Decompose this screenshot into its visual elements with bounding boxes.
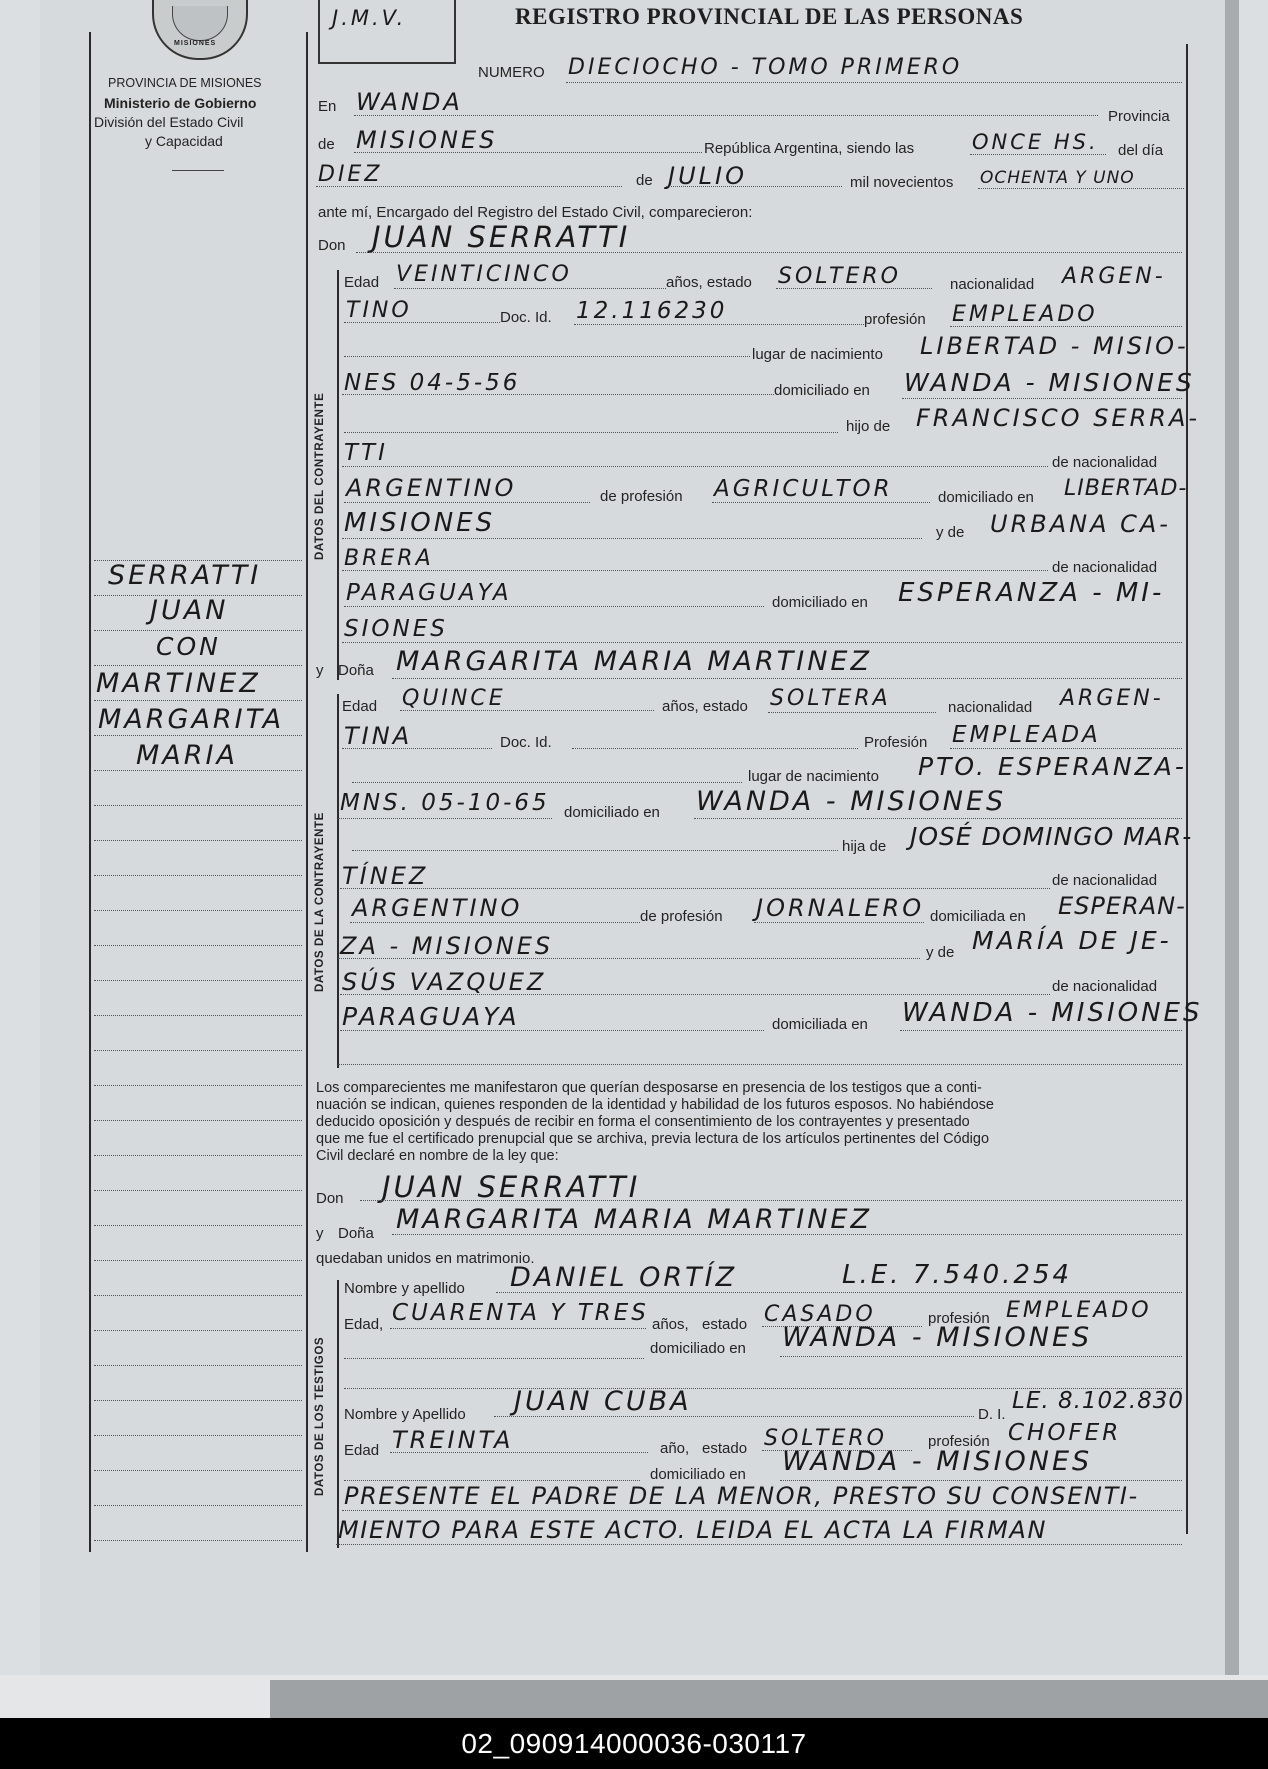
dots-en <box>354 115 1098 116</box>
value-c-lugar2: NES 04-5-56 <box>344 370 521 396</box>
label-c-madre-dom: domiciliado en <box>772 594 868 611</box>
value-c-nac1: ARGEN- <box>1062 264 1166 289</box>
margin-ruled-line <box>94 1015 302 1016</box>
value-f-madre-dom: WANDA - MISIONES <box>902 998 1203 1028</box>
body-line-3: deducido oposición y después de recibir en forma el consentimiento de los contrayentes y presentado <box>316 1114 970 1130</box>
margin-name-2: MARGARITA <box>98 704 285 735</box>
margin-ruled-line <box>94 1365 302 1366</box>
dots-c-padre-prof <box>712 502 930 503</box>
value-f-prof: EMPLEADA <box>952 722 1101 748</box>
value-en: WANDA <box>356 88 463 116</box>
value-numero: DIECIOCHO - TOMO PRIMERO <box>568 55 963 80</box>
label-provincia: Provincia <box>1108 108 1170 125</box>
initials-text: J.M.V. <box>332 6 407 30</box>
seal-shield <box>172 6 228 41</box>
dots-t2-nombre <box>494 1416 974 1417</box>
value-c-madre-dom2: SIONES <box>344 616 448 642</box>
value-hora: ONCE HS. <box>972 130 1099 154</box>
dots-f-padre2 <box>340 888 1050 889</box>
value-t2-doc: LE. 8.102.830 <box>1012 1388 1185 1414</box>
label-t1-profesion: profesión <box>928 1310 990 1327</box>
label-c-dom: domiciliado en <box>774 382 870 399</box>
dots-t1-dom-pre <box>344 1358 644 1359</box>
value-ano: OCHENTA Y UNO <box>980 168 1135 188</box>
margin-ruled-line <box>94 700 302 701</box>
label-c-hijo: hijo de <box>846 418 891 435</box>
dots-f-padre-dom2 <box>338 958 920 959</box>
dots-t1-nombre <box>496 1292 1182 1293</box>
dots-c-nac2 <box>344 322 500 323</box>
value-f-lugar2: MNS. 05-10-65 <box>340 790 550 816</box>
margin-ruled-line <box>94 735 302 736</box>
value-don-2: JUAN SERRATTI <box>382 1170 641 1204</box>
dots-numero <box>566 82 1182 83</box>
agency-line-3: División del Estado Civil <box>94 114 244 130</box>
dots-c-lugar-pre <box>344 356 750 357</box>
label-f-nacionalidad: nacionalidad <box>948 699 1033 716</box>
dots-f-madre2 <box>340 994 1050 995</box>
label-t2-profesion: profesión <box>928 1433 990 1450</box>
dots-f-prof <box>950 748 1182 749</box>
page-title: REGISTRO PROVINCIAL DE LAS PERSONAS <box>515 4 1024 29</box>
dots-ano <box>978 188 1184 189</box>
value-f-padre-nac: ARGENTINO <box>352 894 523 922</box>
left-frame <box>89 32 91 1552</box>
scan-caption: 02_090914000036-030117 <box>0 1718 1268 1769</box>
value-c-padre2: TTI <box>344 440 388 466</box>
margin-ruled-line <box>94 1470 302 1471</box>
label-don-2: Don <box>316 1190 344 1207</box>
value-f-nac2: TINA <box>344 722 413 750</box>
label-y-2: y <box>316 1225 324 1242</box>
initials-box <box>318 0 456 64</box>
margin-ruled-line <box>94 1400 302 1401</box>
value-f-dom: WANDA - MISIONES <box>696 786 1007 817</box>
label-c-anos-estado: años, estado <box>666 274 752 291</box>
dots-don-2 <box>360 1200 1182 1201</box>
label-mil: mil novecientos <box>850 174 954 191</box>
label-f-padre-nac: de nacionalidad <box>1052 872 1158 889</box>
value-f-padre1: JOSÉ DOMINGO MAR- <box>910 822 1193 851</box>
dots-de <box>354 152 702 153</box>
value-f-nac1: ARGEN- <box>1060 686 1164 711</box>
margin-divider <box>306 32 308 1552</box>
value-c-madre1: URBANA CA- <box>990 510 1171 538</box>
value-dona: MARGARITA MARIA MARTINEZ <box>396 646 872 677</box>
margin-ruled-line <box>94 875 302 876</box>
value-c-padre-nac: ARGENTINO <box>346 474 517 502</box>
label-f-y-de: y de <box>926 944 955 961</box>
value-f-edad: QUINCE <box>402 686 506 711</box>
label-del-dia: del día <box>1118 142 1164 159</box>
dots-c-madre-dom2 <box>342 642 1182 643</box>
label-c-nacionalidad: nacionalidad <box>950 276 1035 293</box>
margin-ruled-line <box>94 1435 302 1436</box>
margin-con: CON <box>156 632 221 661</box>
margin-ruled-line <box>94 805 302 806</box>
margin-surname-2: MARTINEZ <box>96 668 261 699</box>
value-f-padre-dom1: ESPERAN- <box>1058 892 1186 920</box>
value-c-padre-dom1: LIBERTAD- <box>1064 476 1188 501</box>
label-c-padre-prof: de profesión <box>600 488 683 505</box>
dots-c-padre-nac <box>344 502 590 503</box>
label-c-profesion: profesión <box>864 311 926 328</box>
label-f-madre-dom: domiciliada en <box>772 1016 868 1033</box>
contrayente-bracket <box>337 270 339 680</box>
dots-dia <box>316 186 622 187</box>
dots-f-doc <box>572 748 858 749</box>
dots-f-dom <box>694 818 1182 819</box>
value-t2-prof: CHOFER <box>1008 1420 1122 1446</box>
dots-note-2 <box>336 1544 1182 1545</box>
dots-c-prof <box>950 326 1182 327</box>
dots-f-lugar-pre <box>352 782 742 783</box>
value-c-prof: EMPLEADO <box>952 302 1098 327</box>
margin-ruled-line <box>94 1505 302 1506</box>
dots-mes <box>666 186 842 187</box>
label-don: Don <box>318 237 346 254</box>
right-frame <box>1186 44 1188 1534</box>
label-de: de <box>318 136 335 153</box>
body-line-1: Los comparecientes me manifestaron que querían desposarse en presencia de los testigos que a conti- <box>316 1080 982 1096</box>
agency-line-2: Ministerio de Gobierno <box>104 95 257 111</box>
body-line-2: nuación se indican, quienes responden de la identidad y habilidad de los futuros esposos. No habiéndose <box>316 1097 994 1113</box>
dots-t2-dom-pre <box>344 1480 640 1481</box>
note-line-1: PRESENTE EL PADRE DE LA MENOR, PRESTO SU CONSENTI- <box>344 1482 1139 1510</box>
value-dia: DIEZ <box>318 162 383 187</box>
value-c-dom: WANDA - MISIONES <box>904 368 1195 397</box>
dots-c-madre2 <box>342 570 1048 571</box>
value-t2-edad: TREINTA <box>392 1426 514 1454</box>
value-t1-estado: CASADO <box>764 1302 876 1327</box>
dots-c-madre-nac <box>344 606 764 607</box>
label-t1-edad: Edad, <box>344 1316 384 1333</box>
label-t2-edad: Edad <box>344 1442 380 1459</box>
label-f-hija: hija de <box>842 838 887 855</box>
dots-c-padre2 <box>342 466 1048 467</box>
label-t2-ano: año, <box>660 1440 690 1457</box>
dots-note-1 <box>342 1510 1182 1511</box>
value-mes: JULIO <box>668 162 747 190</box>
label-c-padre-dom: domiciliado en <box>938 489 1034 506</box>
margin-ruled-line <box>94 840 302 841</box>
margin-ruled-line <box>94 1260 302 1261</box>
label-t1-nombre: Nombre y apellido <box>344 1280 465 1297</box>
dots-t2-dom <box>780 1480 1182 1481</box>
agency-line-4: y Capacidad <box>145 133 223 149</box>
value-f-estado: SOLTERA <box>770 686 891 711</box>
margin-name: JUAN <box>150 595 229 626</box>
label-c-y-de: y de <box>936 524 965 541</box>
dots-t2-edad <box>390 1452 648 1453</box>
value-f-madre2: SÚS VAZQUEZ <box>342 968 547 996</box>
agency-rule <box>172 170 224 171</box>
page-edge <box>1225 0 1239 1680</box>
dots-don <box>356 252 1182 253</box>
dots-f-estado <box>768 712 936 713</box>
body-line-5: Civil declaré en nombre de la ley que: <box>316 1148 559 1164</box>
label-c-madre-nac: de nacionalidad <box>1052 559 1158 576</box>
label-republica: República Argentina, siendo las <box>704 140 915 157</box>
value-f-padre-prof: JORNALERO <box>756 894 925 922</box>
margin-ruled-line <box>94 910 302 911</box>
label-t2-estado: estado <box>702 1440 748 1457</box>
label-t1-anos: años, <box>652 1316 689 1333</box>
label-dona-2: Doña <box>338 1225 374 1242</box>
dots-c-lugar2 <box>342 394 774 395</box>
side-label-contrayente: DATOS DEL CONTRAYENTE <box>314 392 326 560</box>
dots-f-madre-nac <box>340 1030 764 1031</box>
value-don: JUAN SERRATTI <box>372 220 631 254</box>
value-f-padre-dom2: ZA - MISIONES <box>340 932 554 960</box>
label-c-padre-nac: de nacionalidad <box>1052 454 1158 471</box>
label-f-dom: domiciliado en <box>564 804 660 821</box>
margin-ruled-line <box>94 630 302 631</box>
dots-c-edad <box>394 288 666 289</box>
label-numero: NUMERO <box>478 64 545 81</box>
value-c-madre-nac: PARAGUAYA <box>346 580 512 606</box>
label-de-mes: de <box>636 172 653 189</box>
margin-ruled-line <box>94 1190 302 1191</box>
dots-f-padre-nac <box>350 922 640 923</box>
dots-dona-2 <box>392 1234 1182 1235</box>
side-label-contrayenta: DATOS DE LA CONTRAYENTE <box>314 812 326 992</box>
value-t2-estado: SOLTERO <box>764 1426 887 1451</box>
margin-surname: SERRATTI <box>108 560 262 591</box>
label-dona: Doña <box>338 662 374 679</box>
margin-ruled-line <box>94 945 302 946</box>
value-t1-edad: CUARENTA Y TRES <box>392 1300 649 1326</box>
dots-t1-dom <box>780 1356 1182 1357</box>
margin-ruled-line <box>94 1225 302 1226</box>
value-f-madre1: MARÍA DE JE- <box>972 926 1172 955</box>
contrayenta-bracket <box>337 694 339 1068</box>
dots-c-hijo-pre <box>344 432 838 433</box>
value-t1-dom: WANDA - MISIONES <box>782 1322 1093 1353</box>
scan-shadow <box>270 1680 1268 1718</box>
dots-dona <box>392 678 1182 679</box>
dots-c-estado <box>776 288 932 289</box>
dots-f-lugar2 <box>338 818 552 819</box>
margin-ruled-line <box>94 1050 302 1051</box>
value-c-lugar1: LIBERTAD - MISIO- <box>920 332 1189 360</box>
dots-f-nac2 <box>342 748 492 749</box>
value-t2-nombre: JUAN CUBA <box>514 1386 692 1417</box>
body-line-4: que me fue el certificado prenupcial que se archiva, previa lectura de los artículos pertinentes del Código <box>316 1131 990 1147</box>
value-c-padre1: FRANCISCO SERRA- <box>916 404 1201 432</box>
value-c-doc: 12.116230 <box>576 298 728 324</box>
dots-f-hija-pre <box>352 850 838 851</box>
value-t1-doc: L.E. 7.540.254 <box>842 1260 1073 1290</box>
margin-name-3: MARIA <box>136 740 238 771</box>
value-f-madre-nac: PARAGUAYA <box>342 1002 520 1031</box>
label-f-edad: Edad <box>342 698 378 715</box>
margin-ruled-line <box>94 1330 302 1331</box>
dots-f-madre-dom <box>900 1030 1182 1031</box>
margin-ruled-line <box>94 1295 302 1296</box>
label-c-edad: Edad <box>344 274 380 291</box>
label-quedaban: quedaban unidos en matrimonio. <box>316 1250 535 1267</box>
value-c-padre-prof: AGRICULTOR <box>714 476 893 502</box>
label-f-anos-estado: años, estado <box>662 698 748 715</box>
value-f-lugar1: PTO. ESPERANZA- <box>918 752 1187 781</box>
margin-ruled-line <box>94 1540 302 1541</box>
dots-c-padre-dom2 <box>342 538 922 539</box>
value-c-madre-dom1: ESPERANZA - MI- <box>898 578 1165 608</box>
dots-f-end <box>338 1064 1182 1065</box>
label-f-padre-prof: de profesión <box>640 908 723 925</box>
side-label-testigos: DATOS DE LOS TESTIGOS <box>314 1336 326 1496</box>
value-dona-2: MARGARITA MARIA MARTINEZ <box>396 1204 872 1235</box>
label-f-padre-dom: domiciliada en <box>930 908 1026 925</box>
seal-text: MISIONES <box>174 40 217 47</box>
label-f-profesion: Profesión <box>864 734 928 751</box>
value-c-padre-dom2: MISIONES <box>344 508 496 538</box>
label-t2-di: D. I. <box>978 1406 1006 1423</box>
value-c-edad: VEINTICINCO <box>396 262 572 287</box>
label-t2-dom: domiciliado en <box>650 1466 746 1483</box>
label-en: En <box>318 98 337 115</box>
testigos-bracket <box>337 1280 339 1548</box>
margin-ruled-line <box>94 1155 302 1156</box>
value-c-nac2: TINO <box>346 298 412 323</box>
dots-f-padre-prof <box>754 922 924 923</box>
label-y: y <box>316 662 324 679</box>
value-t1-prof: EMPLEADO <box>1006 1298 1152 1323</box>
label-c-lugar: lugar de nacimiento <box>752 346 883 363</box>
label-c-doc: Doc. Id. <box>500 309 552 326</box>
value-t1-nombre: DANIEL ORTÍZ <box>510 1262 738 1293</box>
label-ante: ante mí, Encargado del Registro del Estado Civil, comparecieron: <box>318 204 753 221</box>
label-f-doc: Doc. Id. <box>500 734 552 751</box>
dots-c-doc <box>574 324 864 325</box>
dots-f-edad <box>400 710 654 711</box>
margin-ruled-line <box>94 1120 302 1121</box>
label-t1-dom: domiciliado en <box>650 1340 746 1357</box>
label-t2-nombre: Nombre y Apellido <box>344 1406 466 1423</box>
note-line-2: MIENTO PARA ESTE ACTO. LEIDA EL ACTA LA FIRMAN <box>338 1516 1048 1544</box>
value-c-madre2: BRERA <box>344 546 434 571</box>
margin-ruled-line <box>94 665 302 666</box>
value-f-padre2: TÍNEZ <box>342 862 429 890</box>
dots-c-dom <box>902 398 1182 399</box>
agency-line-1: PROVINCIA DE MISIONES <box>108 76 262 90</box>
margin-ruled-line <box>94 980 302 981</box>
dots-t1-edad <box>390 1328 646 1329</box>
label-f-lugar: lugar de nacimiento <box>748 768 879 785</box>
value-de: MISIONES <box>356 126 498 154</box>
label-f-madre-nac: de nacionalidad <box>1052 978 1158 995</box>
label-t1-estado: estado <box>702 1316 748 1333</box>
dots-hora <box>970 154 1106 155</box>
margin-ruled-line <box>94 1085 302 1086</box>
value-c-estado: SOLTERO <box>778 264 901 289</box>
value-t2-dom: WANDA - MISIONES <box>782 1446 1093 1477</box>
